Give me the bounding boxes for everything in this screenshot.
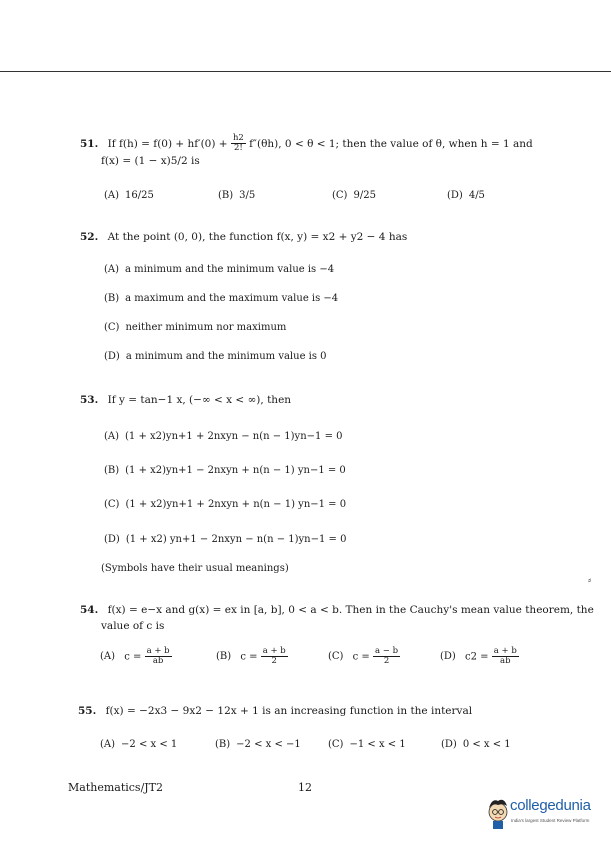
option-lhs: c2 = [465, 651, 489, 663]
logo-tagline: India's largest Student Review Platform [511, 818, 590, 823]
option-51-d[interactable] [447, 190, 485, 201]
option-51-a[interactable] [104, 190, 154, 201]
option-label: (A) [104, 264, 120, 275]
option-label: (D) [440, 651, 456, 663]
option-52-a[interactable] [104, 264, 334, 275]
option-52-c[interactable] [104, 322, 286, 333]
fraction-denominator: ab [152, 656, 164, 667]
mascot-icon [486, 796, 510, 830]
option-label: (A) [100, 739, 116, 750]
option-51-b[interactable] [218, 190, 255, 201]
option-label: (D) [441, 739, 457, 750]
question-number: 54. [80, 604, 99, 616]
question-52 [80, 231, 407, 243]
option-label: (C) [104, 499, 120, 510]
option-text: (1 + x2)yn+1 + 2nxyn + n(n − 1) yn−1 = 0 [125, 499, 347, 510]
fraction [145, 647, 172, 667]
option-label: (A) [104, 190, 120, 201]
question-text: f(x) = −2x3 − 9x2 − 12x + 1 is an increasing function in the interval [105, 705, 473, 717]
question-number: 53. [80, 394, 99, 406]
option-text: (1 + x2)yn+1 − 2nxyn + n(n − 1) yn−1 = 0 [125, 465, 346, 476]
option-51-c[interactable] [332, 190, 376, 201]
fraction-numerator: a − b [375, 646, 399, 656]
question-text: At the point (0, 0), the function f(x, y) = x2 + y2 − 4 has [107, 231, 408, 243]
option-52-d[interactable] [104, 351, 327, 362]
fraction-denominator: 2 [271, 656, 277, 667]
question-51 [80, 134, 533, 154]
option-label: (C) [332, 190, 348, 201]
option-text: −2 < x < −1 [236, 739, 301, 750]
option-lhs: c = [240, 651, 258, 663]
footer-subject: Mathematics/JT2 [68, 781, 164, 794]
fraction [231, 134, 246, 154]
option-54-d[interactable] [440, 647, 519, 667]
option-label: (B) [104, 465, 120, 476]
fraction [492, 647, 519, 667]
question-number: 52. [80, 231, 99, 243]
option-label: (B) [216, 651, 232, 663]
option-text: neither minimum nor maximum [125, 322, 287, 333]
question-number: 51. [80, 137, 99, 150]
option-54-a[interactable] [100, 647, 172, 667]
fraction-numerator: a + b [146, 646, 170, 656]
option-label: (B) [104, 293, 120, 304]
option-label: (D) [104, 534, 120, 545]
question-51-line2: f(x) = (1 − x)5/2 is [101, 155, 200, 167]
option-label: (D) [447, 190, 463, 201]
option-text: 16/25 [125, 190, 154, 201]
option-lhs: c = [124, 651, 142, 663]
option-text: 9/25 [353, 190, 376, 201]
option-label: (D) [104, 351, 120, 362]
option-label: (B) [215, 739, 231, 750]
option-label: (B) [218, 190, 234, 201]
option-text: 0 < x < 1 [462, 739, 511, 750]
option-label: (A) [104, 431, 120, 442]
option-text: a maximum and the maximum value is −4 [125, 293, 339, 304]
fraction [373, 647, 400, 667]
option-53-c[interactable] [104, 499, 346, 510]
collegedunia-logo [486, 796, 608, 832]
question-55 [78, 705, 472, 717]
fraction [261, 647, 288, 667]
option-text: 4/5 [468, 190, 485, 201]
header-rule [0, 71, 611, 72]
option-label: (C) [328, 739, 344, 750]
question-53 [80, 394, 291, 406]
option-54-c[interactable] [328, 647, 400, 667]
option-53-b[interactable] [104, 465, 346, 476]
option-54-b[interactable] [216, 647, 288, 667]
fraction-denominator: 2 [383, 656, 390, 667]
fraction-denominator: ab [500, 656, 511, 667]
option-53-d[interactable] [104, 534, 346, 545]
question-text: If y = tan−1 x, (−∞ < x < ∞), then [107, 394, 292, 406]
option-label: (C) [104, 322, 120, 333]
logo-name: collegedunia [510, 797, 591, 814]
question-text-part2: f″(θh), 0 < θ < 1; then the value of θ, when h = 1 and [249, 137, 533, 150]
option-text: (1 + x2) yn+1 − 2nxyn − n(n − 1)yn−1 = 0 [125, 534, 347, 545]
question-54-line2: value of c is [101, 620, 165, 632]
fraction-denominator: 2! [233, 143, 243, 154]
option-text: a minimum and the minimum value is 0 [125, 351, 327, 362]
option-label: (A) [100, 651, 116, 663]
option-text: (1 + x2)yn+1 + 2nxyn − n(n − 1)yn−1 = 0 [125, 431, 343, 442]
question-53-note: (Symbols have their usual meanings) [101, 563, 289, 574]
option-55-a[interactable] [100, 739, 177, 750]
fraction-numerator: a + b [493, 646, 517, 656]
option-text: −2 < x < 1 [121, 739, 178, 750]
option-label: (C) [328, 651, 344, 663]
option-55-c[interactable] [328, 739, 406, 750]
option-text: a minimum and the minimum value is −4 [125, 264, 335, 275]
option-55-b[interactable] [215, 739, 301, 750]
margin-mark: ⸗ [588, 575, 592, 586]
option-55-d[interactable] [441, 739, 511, 750]
option-lhs: c = [352, 651, 370, 663]
question-54 [80, 604, 594, 616]
fraction-numerator: a + b [262, 646, 286, 656]
question-number: 55. [78, 705, 97, 717]
page-number: 12 [298, 781, 312, 794]
question-text: f(x) = e−x and g(x) = ex in [a, b], 0 < a < b. Then in the Cauchy's mean value theorem, the [107, 604, 594, 616]
option-53-a[interactable] [104, 431, 342, 442]
question-text-part1: If f(h) = f(0) + hf′(0) + [107, 137, 228, 150]
option-text: 3/5 [239, 190, 256, 201]
option-52-b[interactable] [104, 293, 338, 304]
fraction-numerator: h2 [232, 133, 244, 143]
option-text: −1 < x < 1 [349, 739, 406, 750]
